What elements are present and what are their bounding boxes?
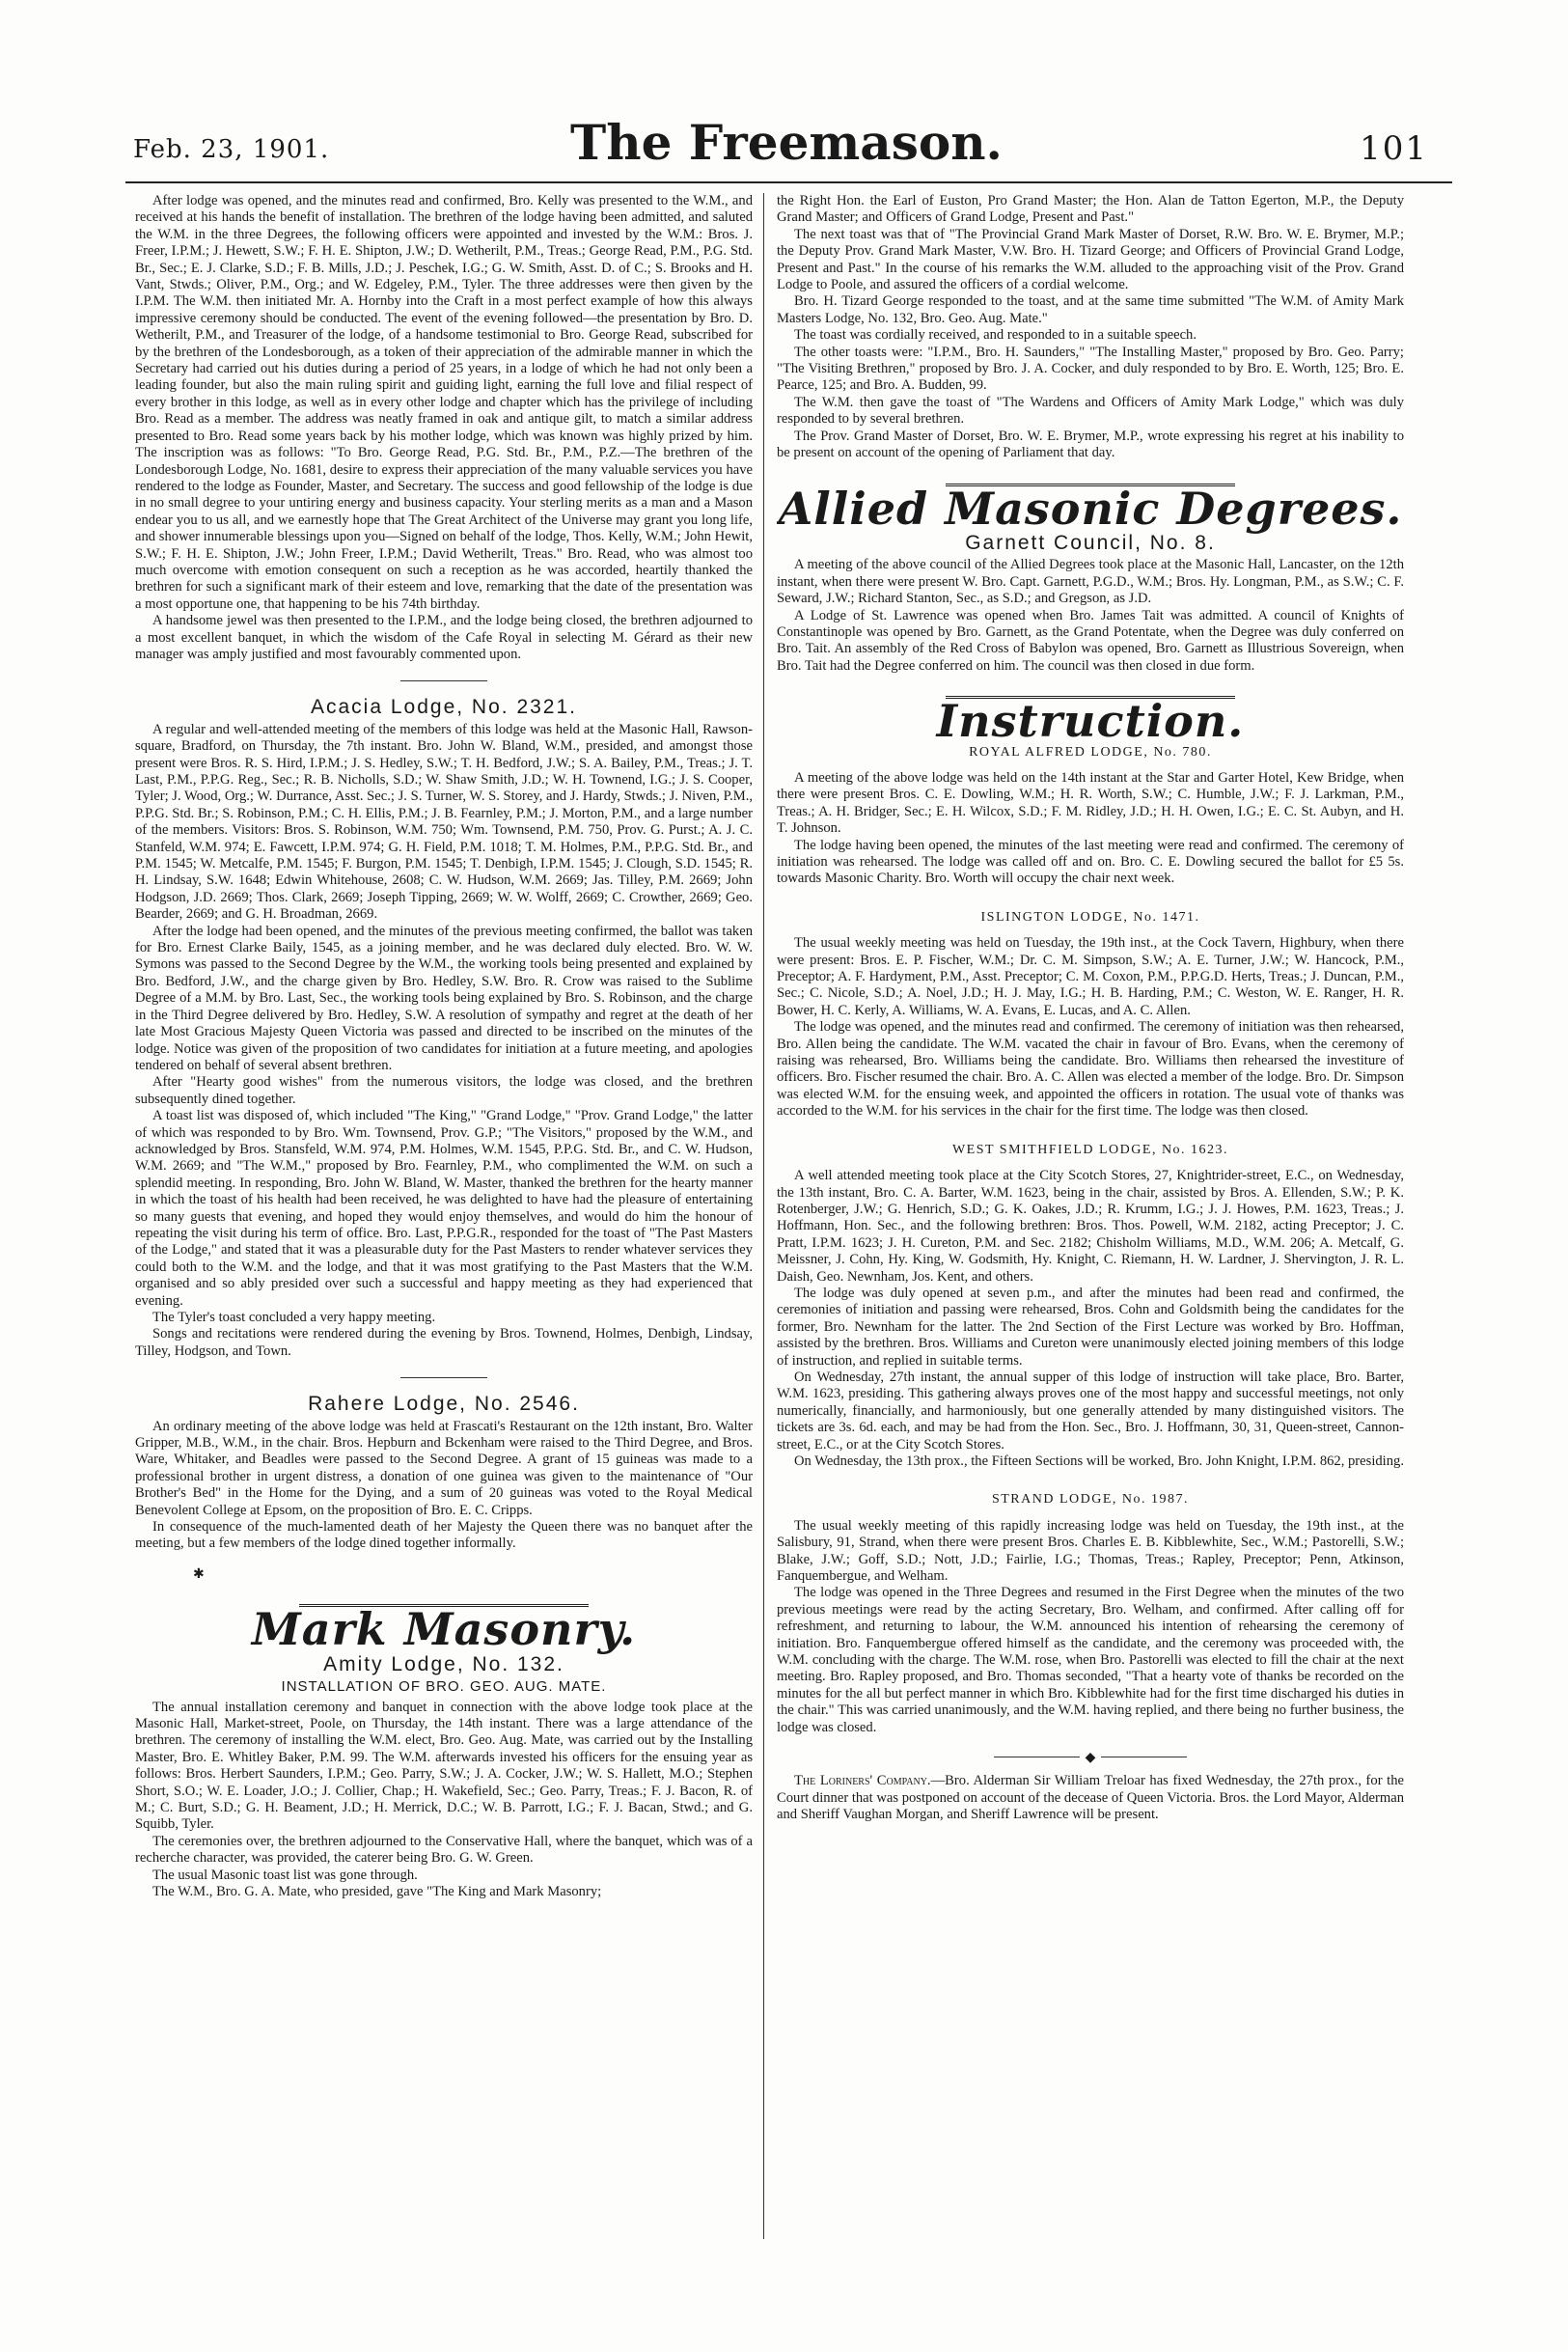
acacia-paragraph: Songs and recitations were rendered during the evening by Bros. Townend, Holmes, Denbigh, Lindsay, Tilley, Hodgson, and Town. xyxy=(135,1326,753,1359)
islington-paragraph: The lodge was opened, and the minutes read and confirmed. The ceremony of initiation was then rehearsed, Bro. Allen being the candidate. The W.M. vacated the chair in favour of Bro. Evans, when the ceremony of raising was rehearsed, Bro. Williams being the candidate. Bro. Williams then rehearsed the investiture of officers. Bro. Fischer resumed the chair. Bro. A. C. Allen was elected a member of the lodge. Bro. Dr. Simpson was elected W.M. for the ensuing week, and appointed the officers in rotation. The usual vote of thanks was accorded to the W.M. for his services in the chair for the first time. The lodge was then closed. xyxy=(777,1019,1404,1120)
loriners-text: —Bro. Alderman Sir William Treloar has fixed Wednesday, the 27th prox., for the Court dinner that was postponed on account of the decease of Queen Victoria. Bros. the Lord Mayor, Alderman and Sheriff Vaughan Morgan, and Sheriff Lawrence will be present. xyxy=(777,1773,1404,1822)
amity-paragraph: The usual Masonic toast list was gone through. xyxy=(152,1867,418,1883)
amity-paragraph: The ceremonies over, the brethren adjourned to the Conservative Hall, where the banquet, which was of a recherche character, was provided, the caterer being Bro. G. W. Green. xyxy=(135,1833,753,1867)
amity-paragraph: The W.M., Bro. G. A. Mate, who presided, gave "The King and Mark Masonry; xyxy=(152,1883,602,1899)
amity-paragraph: The annual installation ceremony and banquet in connection with the above lodge took place at the Masonic Hall, Market-street, Poole, on Thursday, the 14th instant. There was a large attendance of the brethren. The ceremony of installing the W.M. elect, Bro. Geo. Aug. Mate, was carried out by the Installing Master, Bro. E. Whitley Baker, P.M. 99. The W.M. afterwards invested his officers for the ensuing year as follows: Bros. Herbert Saunders, I.P.M.; Geo. Parry, S.W.; J. A. Cocker, J.W.; W. S. Hallett, M.O.; Stephen Short, S.O.; W. E. Loader, J.O.; J. Collier, Chap.; H. Wakefield, Sec.; Geo. Parry, Treas.; F. J. Bacon, R. of M.; C. Burt, S.D.; G. H. Beament, J.D.; H. Merrick, D.C.; W. B. Parrott, I.G.; F. J. Bacan, Stwd.; and G. Squibb, Tyler. xyxy=(135,1699,753,1833)
west-smithfield-paragraph: The lodge was duly opened at seven p.m., and after the minutes had been read and confirmed, the ceremonies of initiation and passing were rehearsed, Bros. Cohn and Goldsmith being the candidates for the former, Bro. Newnham for the latter. The 2nd Section of the First Lecture was worked by Bro. Hoffman, assisted by the brethren. Bros. Williams and Cureton were unanimously elected joining members of this lodge of instruction, and replied in suitable terms. xyxy=(777,1285,1404,1369)
newspaper-title: The Freemason. xyxy=(570,114,1003,171)
mark-masonry-heading: Mark Masonry. xyxy=(251,1603,637,1656)
diamond-ornament-icon: ◆ xyxy=(1080,1751,1102,1765)
rahere-lodge-heading: Rahere Lodge, No. 2546. xyxy=(308,1393,580,1416)
acacia-paragraph: After the lodge had been opened, and the minutes of the previous meeting confirmed, the ballot was taken for Bro. Ernest Clarke Baily, 1545, as a joining member, and he was declared duly elected. Bro. W. W. Symons was passed to the Second Degree by the W.M., the working tools being presented and explained by Bro. Bedford, J.W., and the charge given by Bro. Hedley, S.W. Bro. R. Crow was raised to the Sublime Degree of a M.M. by Bro. Last, Sec., the working tools being explained by Bro. S. Robinson, and the charge in the Third Degree delivered by Bro. Hedley, S.W. A resolution of sympathy and regret at the death of her late Most Gracious Majesty Queen Victoria was passed and directed to be inscribed on the minutes of the lodge. Notice was given of the proposition of two candidates for initiation at a future meeting, and apologies tendered on behalf of several absent brethren. xyxy=(135,923,753,1073)
issue-date: Feb. 23, 1901. xyxy=(133,135,330,164)
islington-lodge-heading: ISLINGTON LODGE, No. 1471. xyxy=(980,909,1200,925)
rahere-paragraph: In consequence of the much-lamented death of her Majesty the Queen there was no banquet after the meeting, but a few members of the lodge dined together informally. xyxy=(135,1519,753,1552)
strand-paragraph: The lodge was opened in the Three Degrees and resumed in the First Degree when the minutes of the two previous meetings were read by the acting Secretary, Bro. Welham, and confirmed. After calling off for refreshment, and returning to labour, the W.M. announced his intention of rehearsing the ceremony of initiation. Bro. Fanquembergue offered himself as the candidate, and the ceremony was proceeded with, the W.M. concluding with the charge. The W.M. rose, when Bro. Pastorelli was elected to fill the chair at the next meeting. Bro. Rapley proposed, and Bro. Thomas seconded, "That a hearty vote of thanks be recorded on the minutes for the all but perfect manner in which Bro. Kibblewhite had for the first time discharged his duties in the chair." This was carried unanimously, and the W.M. having replied, and there being no further business, the lodge was closed. xyxy=(777,1585,1404,1735)
strand-paragraph: The usual weekly meeting of this rapidly increasing lodge was held on Tuesday, the 19th inst., at the Salisbury, 91, Strand, when there were present Bros. Charles E. B. Kibblewhite, Sec., W.M.; Pastorelli, S.W.; Blake, J.W.; Goff, S.D.; Nott, J.D.; Fairlie, I.G.; Thomas, Treas.; Rapley, Preceptor; Penn, Atkinson, Fanquembergue, and Welham. xyxy=(777,1517,1404,1585)
garnett-council-heading: Garnett Council, No. 8. xyxy=(965,531,1216,554)
amity-continued-paragraph: The other toasts were: "I.P.M., Bro. H. Saunders," "The Installing Master," proposed by Bro. Geo. Parry; "The Visiting Brethren," proposed by Bro. J. A. Cocker, and duly responded to by Bro. E. Worth, 125; Bro. E. Pearce, 125; and Bro. A. Budden, 99. xyxy=(777,344,1404,394)
page-number: 101 xyxy=(1360,129,1428,168)
islington-paragraph: The usual weekly meeting was held on Tuesday, the 19th inst., at the Cock Tavern, Highbury, when there were present: Bros. E. P. Fischer, W.M.; Dr. C. M. Simpson, S.W.; A. E. Turner, J.W.; W. Hancock, P.M., Preceptor; A. F. Hardyment, P.M., Asst. Preceptor; C. M. Coxon, P.M., P.P.G.D. Herts, Treas.; J. Duncan, P.M., Sec.; C. Nicole, S.D.; A. Noel, J.D.; H. J. May, I.G.; H. B. Harding, P.M.; C. Weston, W. E. Ranger, H. R. Bower, H. C. Kerly, A. Williams, W. A. Evans, E. Lucas, and A. C. Allen. xyxy=(777,935,1404,1018)
acacia-paragraph: A regular and well-attended meeting of the members of this lodge was held at the Masonic Hall, Rawson-square, Bradford, on Thursday, the 7th instant. Bro. John W. Bland, W.M., presided, and amongst those present were Bros. R. S. Hird, I.P.M.; J. S. Hedley, S.W.; T. H. Bedford, J.W.; S. A. Bailey, P.M., Treas.; J. T. Last, P.M., P.P.G. Reg., Sec.; R. B. Nicholls, S.D.; W. Shaw Smith, J.D.; W. H. Townend, I.G.; J. S. Cooper, Tyler; J. Wood, Org.; W. Durrance, Asst. Sec.; J. S. Turner, W. S. Storey, and J. Hardy, Stwds.; J. Niven, P.M., P.P.G. Std. Br.; S. Robinson, P.M.; C. H. Ellis, P.M.; J. B. Fearnley, P.M.; J. Morton, P.M., and a large number of the members. Visitors: Bros. S. Robinson, W.M. 750; Wm. Townsend, P.M. 750, Prov. G. Purst.; A. J. C. Stanfeld, W.M. 974; E. Fawcett, I.P.M. 974; G. H. Field, P.M. 1018; T. M. Holmes, P.M., P.P.G. Std. Br., and P.M. 1545; W. Metcalfe, P.M. 1545; F. Burgon, P.M. 1545; T. Denbigh, I.P.M. 1545; J. Clough, S.D. 1545; R. H. Lindsay, S.W. 1648; Edwin Whitehouse, 2608; C. W. Hudson, W.M. 2669; Jas. Tilley, P.M. 2669; John Hodgson, J.D. 2669; Thos. Clark, 2669; Joseph Tipping, 2669; W. W. Wolff, 2669; C. Crowther, 2669; Geo. Bearder, 2669; and G. H. Broadman, 2669. xyxy=(135,721,753,923)
acacia-paragraph: The Tyler's toast concluded a very happy meeting. xyxy=(152,1310,436,1325)
londesborough-paragraph: A handsome jewel was then presented to the I.P.M., and the lodge being closed, the brethren adjourned to a most excellent banquet, in which the wisdom of the Cafe Royal in selecting M. Gérard as their new manager was amply justified and most favourably commented upon. xyxy=(135,613,753,662)
ornament-mark-icon: ✱ xyxy=(193,1566,205,1582)
rahere-paragraph: An ordinary meeting of the above lodge was held at Frascati's Restaurant on the 12th instant, Bro. Walter Gripper, M.B., W.M., in the chair. Bros. Hepburn and Bckenham were raised to the Third Degree, and Bros. Ware, Whitaker, and Beadles were passed to the Second Degree. A grant of 15 guineas was made to a professional brother in urgent distress, a donation of one guinea was given to the maintenance of "Our Brother's Bed" in the Home for the Dying, and a sum of 20 guineas was voted to the Royal Medical Benevolent College at Epsom, on the proposition of Bro. E. C. Cripps. xyxy=(135,1418,753,1518)
diamond-separator xyxy=(994,1750,1187,1766)
masthead xyxy=(116,114,1457,181)
acacia-paragraph: A toast list was disposed of, which included "The King," "Grand Lodge," "Prov. Grand Lodge," the latter of which was responded to by Bro. Wm. Townsend, Prov. G.P.; "The Visitors," proposed by the W.M., and acknowledged by Bros. Stansfeld, W.M. 974, P.M. Holmes, W.M. 1545, P.P.G. Std. Br., and C. W. Hudson, W.M. 2669; and "The W.M.," proposed by Bro. Fearnley, P.M., who complimented the W.M. on such a splendid meeting. In responding, Bro. John W. Bland, W. Master, thanked the brethren for the hearty manner in which the toast of his health had been received, he was delighted to have had the pleasure of entertaining so many guests that evening, and hoped they would enjoy themselves, and would do him the honour of repeating the visit during his term of office. Bro. Last, P.P.G.R., responded for the toast of "The Past Masters of the Lodge," and stated that it was a pleasurable duty for the Past Masters to render whatever services they could both to the W.M. and the lodge, and that it was most gratifying to the Past Masters that the W.M. organised and so ably presided over such a successful and happy meeting as they had experienced that evening. xyxy=(135,1108,753,1309)
garnett-paragraph: A meeting of the above council of the Allied Degrees took place at the Masonic Hall, Lancaster, on the 12th instant, when there were present W. Bro. Capt. Garnett, P.G.D., W.M.; Bros. Hy. Longman, P.M., as S.W.; C. F. Seward, J.W.; Richard Stanton, Sec., as S.D.; and Gregson, as J.D. xyxy=(777,557,1404,607)
amity-continued-paragraph: The next toast was that of "The Provincial Grand Mark Master of Dorset, R.W. Bro. W. E. Brymer, M.P.; the Deputy Prov. Grand Mark Master, V.W. Bro. H. Tizard George; and Officers of Provincial Grand Lodge, Present and Past." In the course of his remarks the W.M. alluded to the approaching visit of the Prov. Grand Lodge to Poole, and assured the officers of a cordial welcome. xyxy=(777,226,1404,293)
amity-lodge-heading: Amity Lodge, No. 132. xyxy=(323,1652,564,1675)
acacia-paragraph: After "Hearty good wishes" from the numerous visitors, the lodge was closed, and the brethren subsequently dined together. xyxy=(135,1074,753,1107)
instruction-heading: Instruction. xyxy=(936,695,1245,748)
allied-masonic-degrees-heading: Allied Masonic Degrees. xyxy=(778,482,1403,535)
amity-continued-paragraph: The Prov. Grand Master of Dorset, Bro. W. E. Brymer, M.P., wrote expressing his regret at his inability to be present on account of the opening of Parliament that day. xyxy=(777,428,1404,461)
amity-continued-paragraph: The W.M. then gave the toast of "The Wardens and Officers of Amity Mark Lodge," which was duly responded to by several brethren. xyxy=(777,394,1404,428)
amity-continued-paragraph: The toast was cordially received, and responded to in a suitable speech. xyxy=(794,327,1197,344)
royal-alfred-paragraph: The lodge having been opened, the minutes of the last meeting were read and confirmed. The ceremony of initiation was rehearsed. The lodge was called off and on. Bro. C. E. Dowling secured the ballot for £5 5s. towards Masonic Charity. Bro. Worth will occupy the chair next week. xyxy=(777,837,1404,887)
acacia-lodge-heading: Acacia Lodge, No. 2321. xyxy=(311,696,577,719)
loriners-lead: The Loriners' Company. xyxy=(794,1773,931,1789)
londesborough-paragraph: After lodge was opened, and the minutes read and confirmed, Bro. Kelly was presented to the W.M., and received at his hands the benefit of installation. The brethren of the lodge having been admitted, and saluted the W.M. in the three Degrees, the following officers were appointed and invested by the W.M.: Bros. J. Freer, I.P.M.; J. Hewett, S.W.; F. H. E. Shipton, J.W.; D. Wetherilt, P.M., Treas.; George Read, P.M., P.G. Std. Br., Sec.; E. J. Clarke, S.D.; F. B. Mills, J.D.; J. Peschek, I.G.; G. W. Smith, Asst. D. of C.; S. Brooks and H. Vant, Stwds.; Oliver, P.M., Org.; and W. Edgeley, P.M., Tyler. The three addresses were then given by the I.P.M. The W.M. then initiated Mr. A. Hornby into the Craft in a most perfect example of how this always impressive ceremony should be conducted. The event of the evening followed—the presentation by Bro. D. Wetherilt, P.M., and Treasurer of the lodge, of a handsome testimonial to Bro. George Read, subscribed for by the brethren of the Londesborough, as a token of their appreciation of the admirable manner in which the Secretary had carried out his duties during a period of 25 years, in a lodge of which he had not only been a leading founder, but also the main ruling spirit and guiding light, earning the full love and filial respect of every brother in this lodge, as well as in every other lodge and chapter which has the privilege of including Bro. Read as a member. The address was neatly framed in oak and antique gilt, to match a similar address presented to Bro. Read some years back by his mother lodge, which was known was highly prized by him. The inscription was as follows: "To Bro. George Read, P.G. Std. Br., P.M., P.Z.—The brethren of the Londesborough Lodge, No. 1681, desire to express their appreciation of the many valuable services you have rendered to the lodge as Founder, Master, and Secretary. The success and good fellowship of the lodge is due in no small degree to your untiring energy and business capacity. Your sterling merits as a man and a Mason endear you to us all, and we earnestly hope that The Great Architect of the Universe may grant you long life, and shower innumerable blessings upon you—Signed on behalf of the lodge, Thos. Kelly, W.M.; John Hewit, S.W.; F. H. E. Shipton, J.W.; John Freer, I.P.M.; David Wetherilt, Treas." Bro. Read, who was almost too much overcome with emotion consequent on such a reception as he was accorded, heartily thanked the brethren for such a significant mark of their esteem and love, remarking that the date of the presentation was a most opportune one, that happening to be his 74th birthday. xyxy=(135,193,753,612)
left-column xyxy=(135,193,753,2249)
garnett-paragraph: A Lodge of St. Lawrence was opened when Bro. James Tait was admitted. A council of Knights of Constantinople was opened by Bro. Garnett, as the Grand Potentate, when the Degree was duly conferred on Bro. Tait. An assembly of the Red Cross of Babylon was opened, Bro. Garnett as Illustrious Sovereign, when Bro. Tait had the Degree conferred on him. The council was then closed in due form. xyxy=(777,607,1404,674)
royal-alfred-paragraph: A meeting of the above lodge was held on the 14th instant at the Star and Garter Hotel, Kew Bridge, when there were present Bros. C. E. Dowling, W.M.; H. R. Worth, S.W.; C. Humble, J.W.; F. J. Larkman, P.M., Treas.; A. H. Bridger, Sec.; E. H. Wilcox, S.D.; F. M. Ridley, J.D.; H. H. Owen, I.G.; E. C. St. Aubyn, and H. T. Johnson. xyxy=(777,769,1404,837)
west-smithfield-paragraph: On Wednesday, the 13th prox., the Fifteen Sections will be worked, Bro. John Knight, I.P.M. 862, presiding. xyxy=(794,1453,1404,1469)
section-separator xyxy=(400,680,487,681)
amity-continued-paragraph: Bro. H. Tizard George responded to the toast, and at the same time submitted "The W.M. of Amity Mark Masters Lodge, No. 132, Bro. Geo. Aug. Mate." xyxy=(777,293,1404,326)
amity-continued-paragraph: the Right Hon. the Earl of Euston, Pro Grand Master; the Hon. Alan de Tatton Egerton, M.P., the Deputy Grand Master; and Officers of Grand Lodge, Present and Past." xyxy=(777,193,1404,226)
west-smithfield-paragraph: On Wednesday, 27th instant, the annual supper of this lodge of instruction will take place, Bro. Barter, W.M. 1623, presiding. This gathering always proves one of the most happy and successful meetings, not only numerically, financially, and harmoniously, but one generally attended by many distinguished visitors. The tickets are 3s. 6d. each, and may be had from the Hon. Sec., Bro. J. Hoffmann, 30, 31, Queen-street, Cannon-street, E.C., or at the City Scotch Stores. xyxy=(777,1369,1404,1453)
west-smithfield-lodge-heading: WEST SMITHFIELD LODGE, No. 1623. xyxy=(951,1142,1229,1157)
column-divider xyxy=(763,193,764,2239)
loriners-paragraph xyxy=(777,1773,1404,1823)
royal-alfred-lodge-heading: ROYAL ALFRED LODGE, No. 780. xyxy=(969,744,1212,760)
masthead-rule xyxy=(125,181,1452,183)
right-column xyxy=(777,193,1404,2249)
section-separator xyxy=(400,1377,487,1378)
amity-lodge-subheading: INSTALLATION OF BRO. GEO. AUG. MATE. xyxy=(281,1678,607,1696)
west-smithfield-paragraph: A well attended meeting took place at the City Scotch Stores, 27, Knightrider-street, E.C., on Wednesday, the 13th instant, Bro. C. A. Barter, W.M. 1623, being in the chair, assisted by Bros. A. Ellenden, S.W.; P. K. Rotenberger, J.W.; G. Henrich, S.D.; G. K. Oakes, J.D.; R. Krumm, I.G.; J. J. Howes, P.M. 1623, Treas.; J. Hoffmann, Hon. Sec., and the following brethren: Bros. Thos. Powell, W.M. 2182, acting Preceptor; J. C. Pratt, I.P.M. 1623; J. H. Cureton, P.M. and Sec. 2182; Chisholm Williams, M.D., W.M. 206; A. Metcalf, G. Meissner, J. Cohn, Hy. King, W. Godsmith, Hy. Knight, C. Riemann, H. W. Lardner, J. Shervington, J. R. L. Daish, Geo. Newnham, Jos. Kent, and others. xyxy=(777,1168,1404,1285)
strand-lodge-heading: STRAND LODGE, No. 1987. xyxy=(991,1492,1190,1508)
